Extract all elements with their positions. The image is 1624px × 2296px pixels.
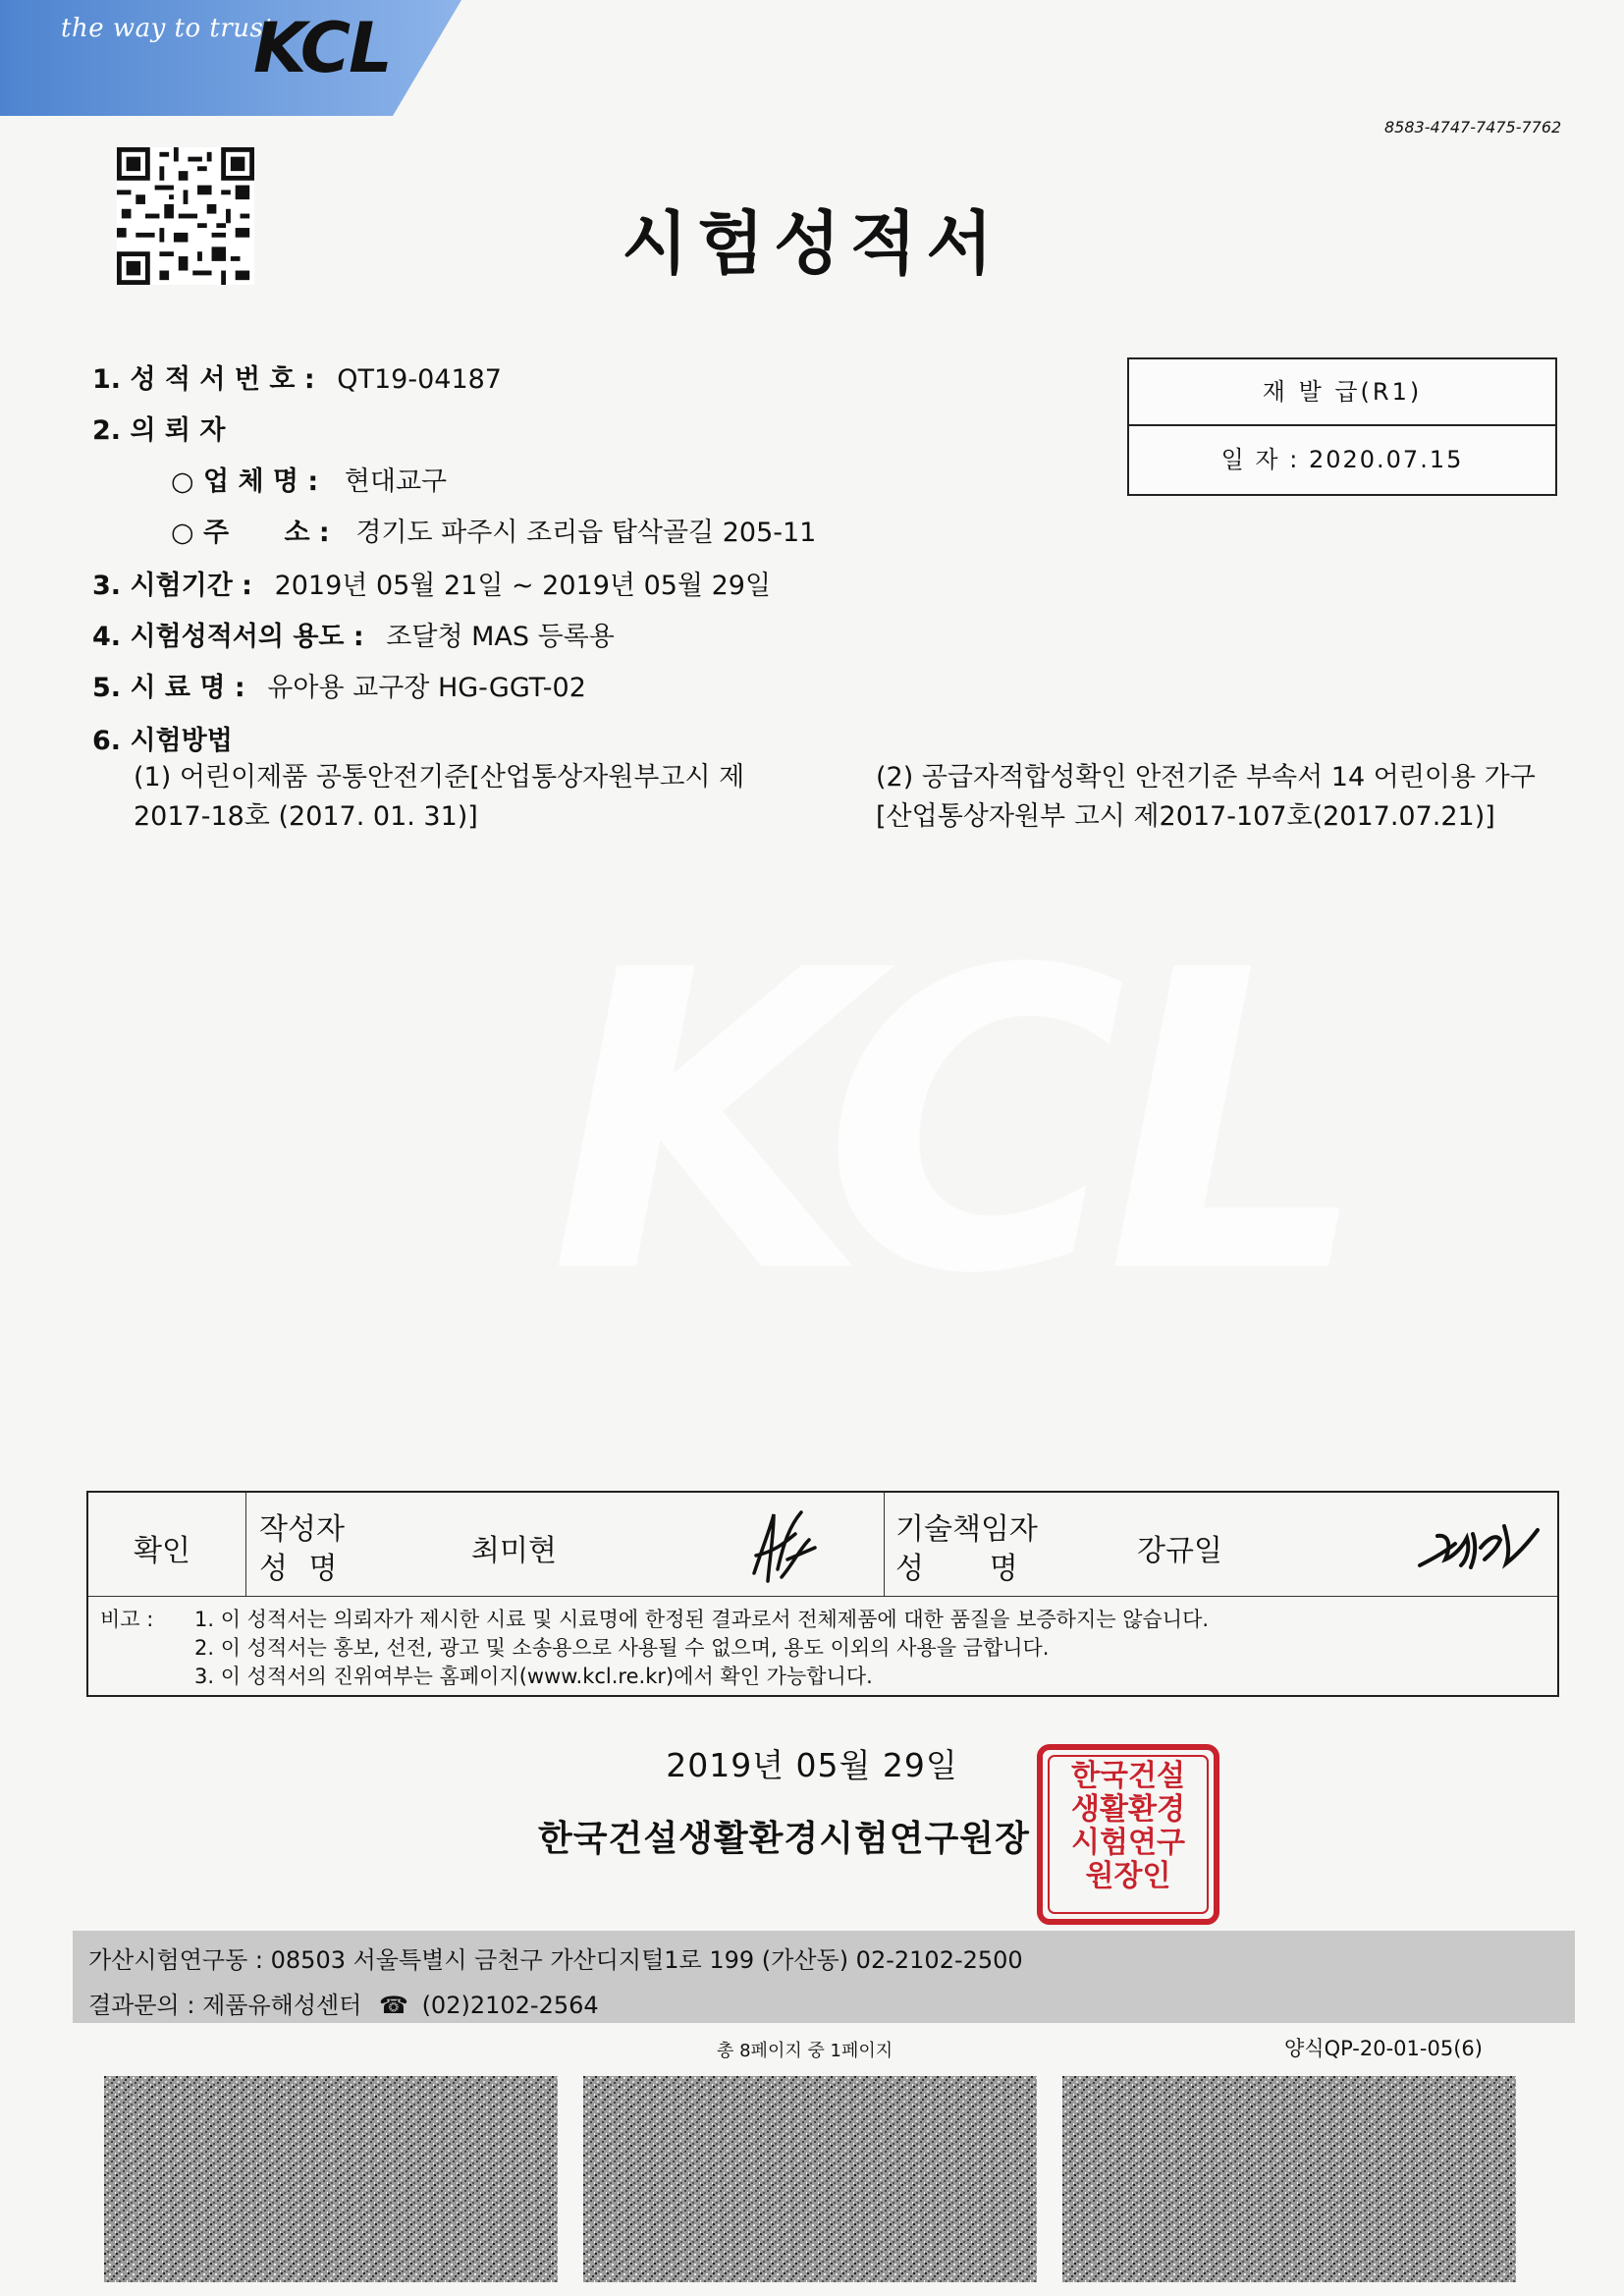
footer-phone: (02)2102-2564 (421, 1992, 599, 2019)
confirmation-table (86, 1491, 1559, 1697)
writer-role: 작성자 (259, 1512, 345, 1547)
signature-row (88, 1493, 1557, 1597)
form-number: 양식QP-20-01-05(6) (1284, 2037, 1483, 2060)
note-item: 1. 이 성적서는 의뢰자가 제시한 시료 및 시료명에 한정된 결과로서 전체제품에 대한 품질을 보증하지는 않습니다. (194, 1608, 1210, 1631)
tech-name-label: 성 명 (895, 1552, 1018, 1586)
report-number-value: QT19-04187 (337, 364, 502, 395)
svg-text:원장인: 원장인 (1085, 1859, 1171, 1893)
official-seal (1037, 1744, 1219, 1925)
reissue-date: 일 자 : 2020.07.15 (1220, 446, 1464, 473)
notes-label: 비고 : (100, 1608, 154, 1631)
kcl-watermark: KCL (550, 884, 1350, 1364)
sample-value: 유아용 교구장 HG-GGT-02 (267, 673, 586, 703)
company-label: ○ 업 체 명 : (171, 466, 319, 497)
method-label: 6. 시험방법 (92, 726, 233, 756)
phone-icon: ☎ (379, 1992, 408, 2019)
sample-field (92, 666, 586, 704)
method-item-2: (2) 공급자적합성확인 안전기준 부속서 14 어린이용 가구[산업통상자원부 고시 제2017-107호(2017.07.21)] (876, 762, 1536, 832)
purpose-field (92, 615, 615, 653)
security-pattern (1062, 2076, 1516, 2282)
footer-contact: 결과문의 : 제품유해성센터 ☎ (02)2102-2564 (88, 1992, 599, 2019)
svg-text:생활환경: 생활환경 (1071, 1792, 1185, 1827)
reissue-box (1127, 357, 1557, 496)
organization-name: 한국건설생활환경시험연구원장 (538, 1819, 1030, 1859)
tech-role: 기술책임자 (895, 1512, 1038, 1547)
writer-name: 최미현 (471, 1534, 557, 1568)
footer-address: 가산시험연구동 : 08503 서울특별시 금천구 가산디지털1로 199 (가산동) 02-2102-2500 (88, 1946, 1023, 1974)
footer-band (73, 1931, 1575, 2023)
tech-signature (1416, 1516, 1545, 1577)
document-title: 시험성적서 (621, 203, 1003, 284)
client-label: 2. 의 뢰 자 (92, 415, 226, 446)
notes-section (88, 1598, 1557, 1693)
tech-name: 강규일 (1137, 1534, 1222, 1568)
report-number-field (92, 357, 502, 396)
company-field (171, 460, 447, 498)
svg-text:시험연구: 시험연구 (1071, 1826, 1185, 1860)
period-field (92, 564, 771, 602)
note-item: 3. 이 성적서의 진위여부는 홈페이지(www.kcl.re.kr)에서 확인 가능합니다. (194, 1665, 873, 1688)
writer-name-label: 성 명 (259, 1552, 344, 1586)
kcl-logo: KCL (253, 8, 391, 88)
address-label: ○ 주 소 : (171, 518, 330, 548)
issue-date: 2019년 05월 29일 (666, 1746, 958, 1784)
page-info: 총 8페이지 중 1페이지 (717, 2041, 893, 2061)
document-code: 8583-4747-7475-7762 (1384, 118, 1562, 137)
slogan: the way to trust (61, 14, 275, 43)
period-label: 3. 시험기간 : (92, 571, 252, 601)
writer-signature (744, 1504, 823, 1587)
company-value: 현대교구 (344, 466, 448, 497)
report-number-label: 1. 성 적 서 번 호 : (92, 364, 315, 395)
method-item-1: (1) 어린이제품 공통안전기준[산업통상자원부고시 제2017-18호 (2017. 01. 31)] (134, 762, 745, 832)
purpose-value: 조달청 MAS 등록용 (386, 622, 615, 652)
note-item: 2. 이 성적서는 홍보, 선전, 광고 및 소송용으로 사용될 수 없으며, 용도 이외의 사용을 금합니다. (194, 1636, 1050, 1660)
confirm-label: 확인 (134, 1534, 190, 1568)
period-value: 2019년 05월 21일 ~ 2019년 05월 29일 (274, 571, 772, 601)
sample-label: 5. 시 료 명 : (92, 673, 245, 703)
svg-text:한국건설: 한국건설 (1071, 1759, 1185, 1793)
security-pattern (104, 2076, 558, 2282)
purpose-label: 4. 시험성적서의 용도 : (92, 622, 364, 652)
reissue-label: 재 발 급(R1) (1129, 359, 1555, 426)
address-field (171, 511, 816, 549)
security-pattern (583, 2076, 1037, 2282)
address-value: 경기도 파주시 조리읍 탑삭골길 205-11 (355, 518, 817, 548)
